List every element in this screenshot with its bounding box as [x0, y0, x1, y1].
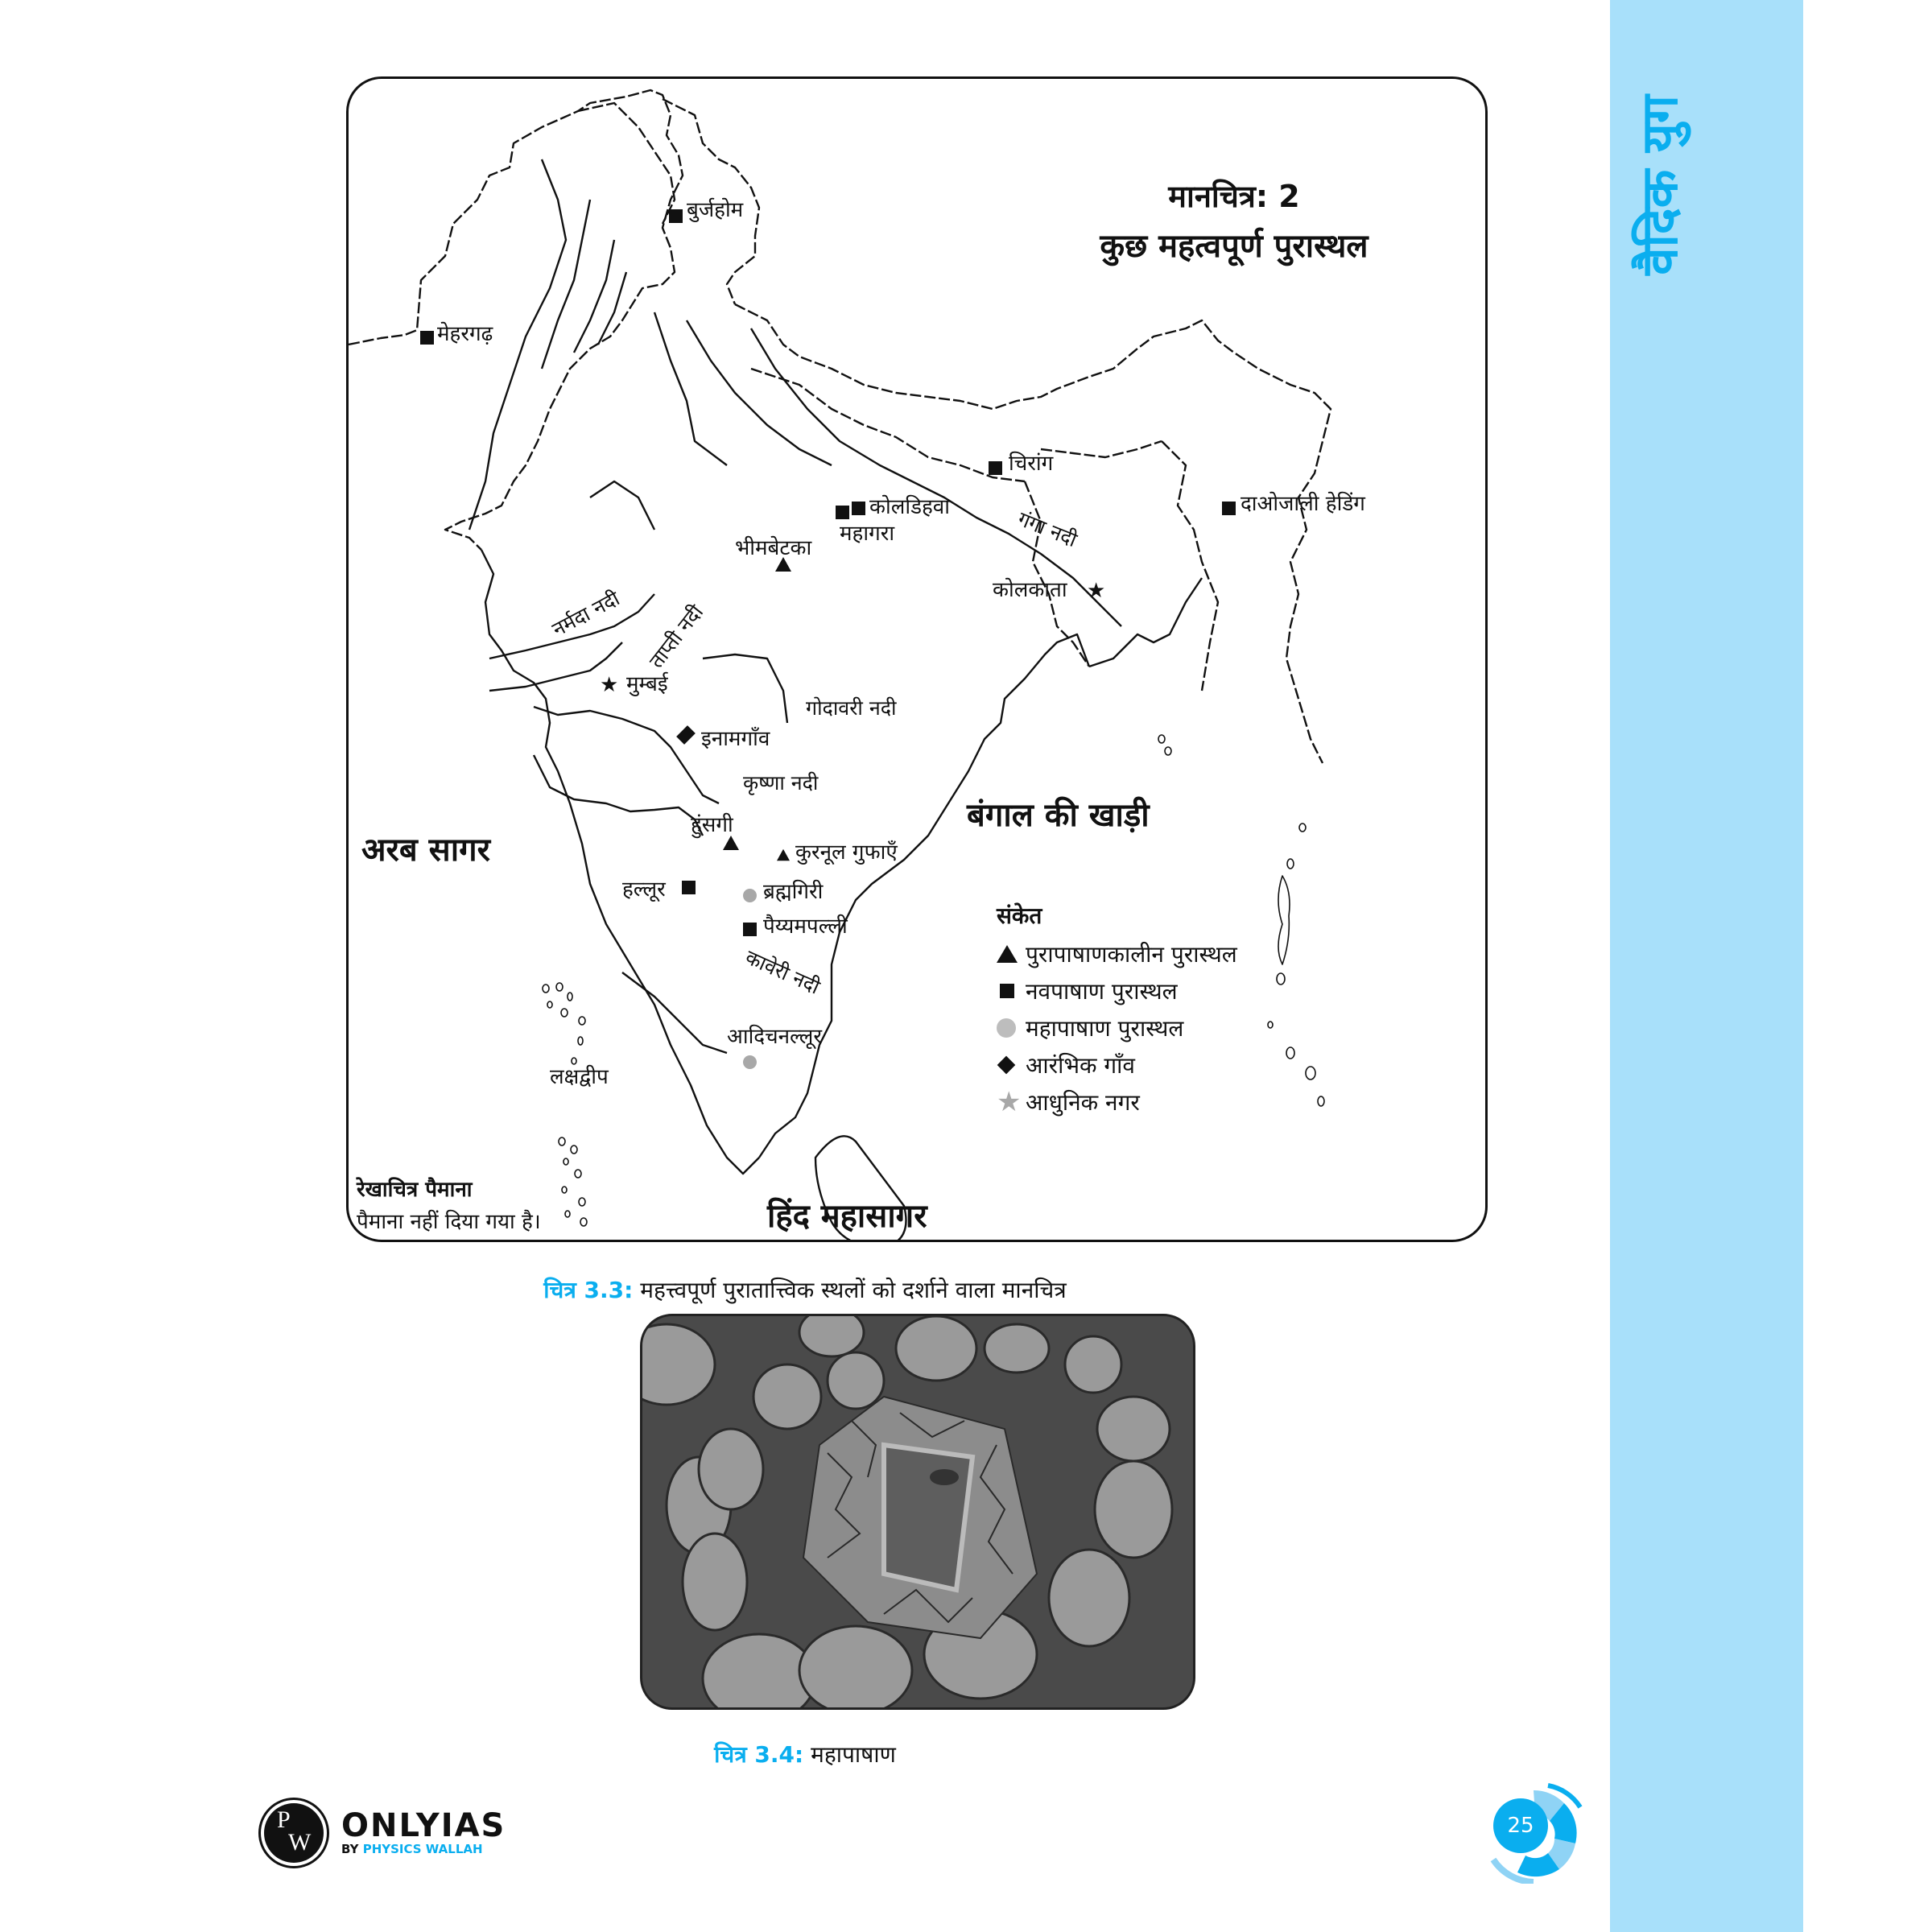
legend-item-early-village — [997, 1046, 1237, 1084]
modern-city-star-icon: ★ — [600, 673, 619, 697]
legend-label: आधुनिक नगर — [1026, 1089, 1140, 1116]
modern-city-star-icon: ★ — [1087, 579, 1106, 603]
brand-subtitle — [341, 1842, 506, 1856]
label-lakshadweep: लक्षद्वीप — [550, 1065, 609, 1089]
map-title-number: मानचित्र: 2 — [1168, 179, 1300, 214]
site-hunsgi: हुंसगी — [691, 813, 733, 837]
brand-text — [341, 1807, 506, 1856]
map-legend — [997, 900, 1237, 1121]
palaeolithic-marker-icon — [777, 849, 790, 861]
map-title — [1033, 171, 1435, 271]
neolithic-marker-icon — [669, 209, 683, 223]
label-bay-of-bengal: बंगाल की खाड़ी — [967, 797, 1150, 834]
legend-label: नवपाषाण पुरास्थल — [1026, 978, 1178, 1005]
site-chirand: चिरांग — [1009, 452, 1054, 476]
pw-letter-w: W — [288, 1829, 312, 1856]
megalithic-marker-icon — [743, 889, 757, 902]
palaeolithic-marker-icon — [723, 836, 739, 850]
megalith-photo-image — [642, 1316, 1195, 1710]
site-daojali-hading: दाओजाली हेडिंग — [1241, 492, 1365, 516]
neolithic-marker-icon — [682, 881, 696, 894]
site-adichanallur: आदिचनल्लूर — [727, 1025, 823, 1049]
legend-label: आरंभिक गाँव — [1026, 1052, 1135, 1079]
legend-item-megalithic — [997, 1009, 1237, 1046]
label-godavari-river: गोदावरी नदी — [806, 696, 897, 720]
label-indian-ocean: हिंद महासागर — [767, 1198, 927, 1235]
label-ganga-river: गंगा नदी — [1014, 506, 1081, 552]
label-arabian-sea: अरब सागर — [361, 832, 490, 869]
figure-caption-text: महत्त्वपूर्ण पुरातात्त्विक स्थलों को दर्शाने वाला मानचित्र — [633, 1277, 1067, 1303]
figure-caption-3-4 — [0, 1739, 1610, 1769]
site-mahagara: महागरा — [840, 522, 895, 546]
figure-number: चित्र 3.3: — [543, 1277, 634, 1303]
label-tapti-river: ताप्ती नदी — [644, 601, 708, 673]
neolithic-marker-icon — [836, 506, 849, 519]
legend-item-modern-city — [997, 1084, 1237, 1121]
scale-title: रेखाचित्र पैमाना — [357, 1178, 473, 1202]
triangle-icon — [997, 945, 1018, 963]
diamond-icon — [997, 1056, 1016, 1075]
map-title-subtitle: कुछ महत्वपूर्ण पुरास्थल — [1100, 228, 1368, 265]
square-icon — [1000, 984, 1014, 998]
pw-letter-p: P — [277, 1806, 291, 1833]
site-burzahom: बुर्जहोम — [687, 198, 744, 222]
neolithic-marker-icon — [743, 923, 757, 936]
site-bhimbetka: भीमबेटका — [735, 536, 812, 560]
grey-star-icon: ★ — [997, 1086, 1022, 1118]
label-kaveri-river: कावेरी नदी — [741, 945, 824, 999]
pw-logo-icon — [264, 1803, 324, 1863]
site-hallur: हल्लूर — [622, 877, 666, 902]
site-paiyampalli: पैय्यमपल्ली — [763, 914, 848, 939]
site-koldihwa: कोलडिहवा — [869, 495, 950, 519]
legend-item-palaeolithic — [997, 935, 1237, 972]
legend-item-neolithic — [997, 972, 1237, 1009]
megalithic-marker-icon — [743, 1055, 757, 1069]
chapter-title-text: वैदिक युग — [1630, 95, 1689, 275]
brand-name: ONLYIAS — [341, 1807, 506, 1844]
legend-label: पुरापाषाणकालीन पुरास्थल — [1026, 941, 1237, 968]
site-inamgaon: इनामगाँव — [701, 727, 770, 751]
grey-circle-icon — [997, 1018, 1016, 1038]
figure-caption-text: महापाषाण — [803, 1741, 896, 1768]
label-narmada-river: नर्मदा नदी — [548, 586, 624, 642]
site-kolkata: कोलकाता — [993, 578, 1067, 602]
chapter-title — [1626, 72, 1690, 298]
onlyias-logo — [264, 1803, 506, 1863]
site-mumbai: मुम्बई — [626, 672, 668, 696]
site-kurnool-caves: कुरनूल गुफाएँ — [795, 840, 898, 865]
site-mehrgarh: मेहरगढ़ — [437, 322, 493, 346]
figure-number: चित्र 3.4: — [714, 1741, 804, 1768]
page-number: 25 — [1493, 1798, 1548, 1853]
megalith-photo — [640, 1314, 1195, 1710]
brand-by: BY — [341, 1842, 363, 1856]
neolithic-marker-icon — [1222, 502, 1236, 515]
legend-title: संकेत — [997, 902, 1042, 929]
neolithic-marker-icon — [852, 502, 865, 515]
scale-note: पैमाना नहीं दिया गया है। — [357, 1210, 541, 1234]
neolithic-marker-icon — [989, 461, 1002, 475]
legend-label: महापाषाण पुरास्थल — [1026, 1015, 1184, 1042]
map-figure — [346, 76, 1488, 1242]
site-brahmagiri: ब्रह्मगिरी — [763, 880, 824, 904]
neolithic-marker-icon — [420, 331, 434, 345]
figure-caption-3-3 — [0, 1274, 1610, 1305]
label-krishna-river: कृष्णा नदी — [743, 771, 819, 795]
brand-org: PHYSICS WALLAH — [362, 1842, 483, 1856]
